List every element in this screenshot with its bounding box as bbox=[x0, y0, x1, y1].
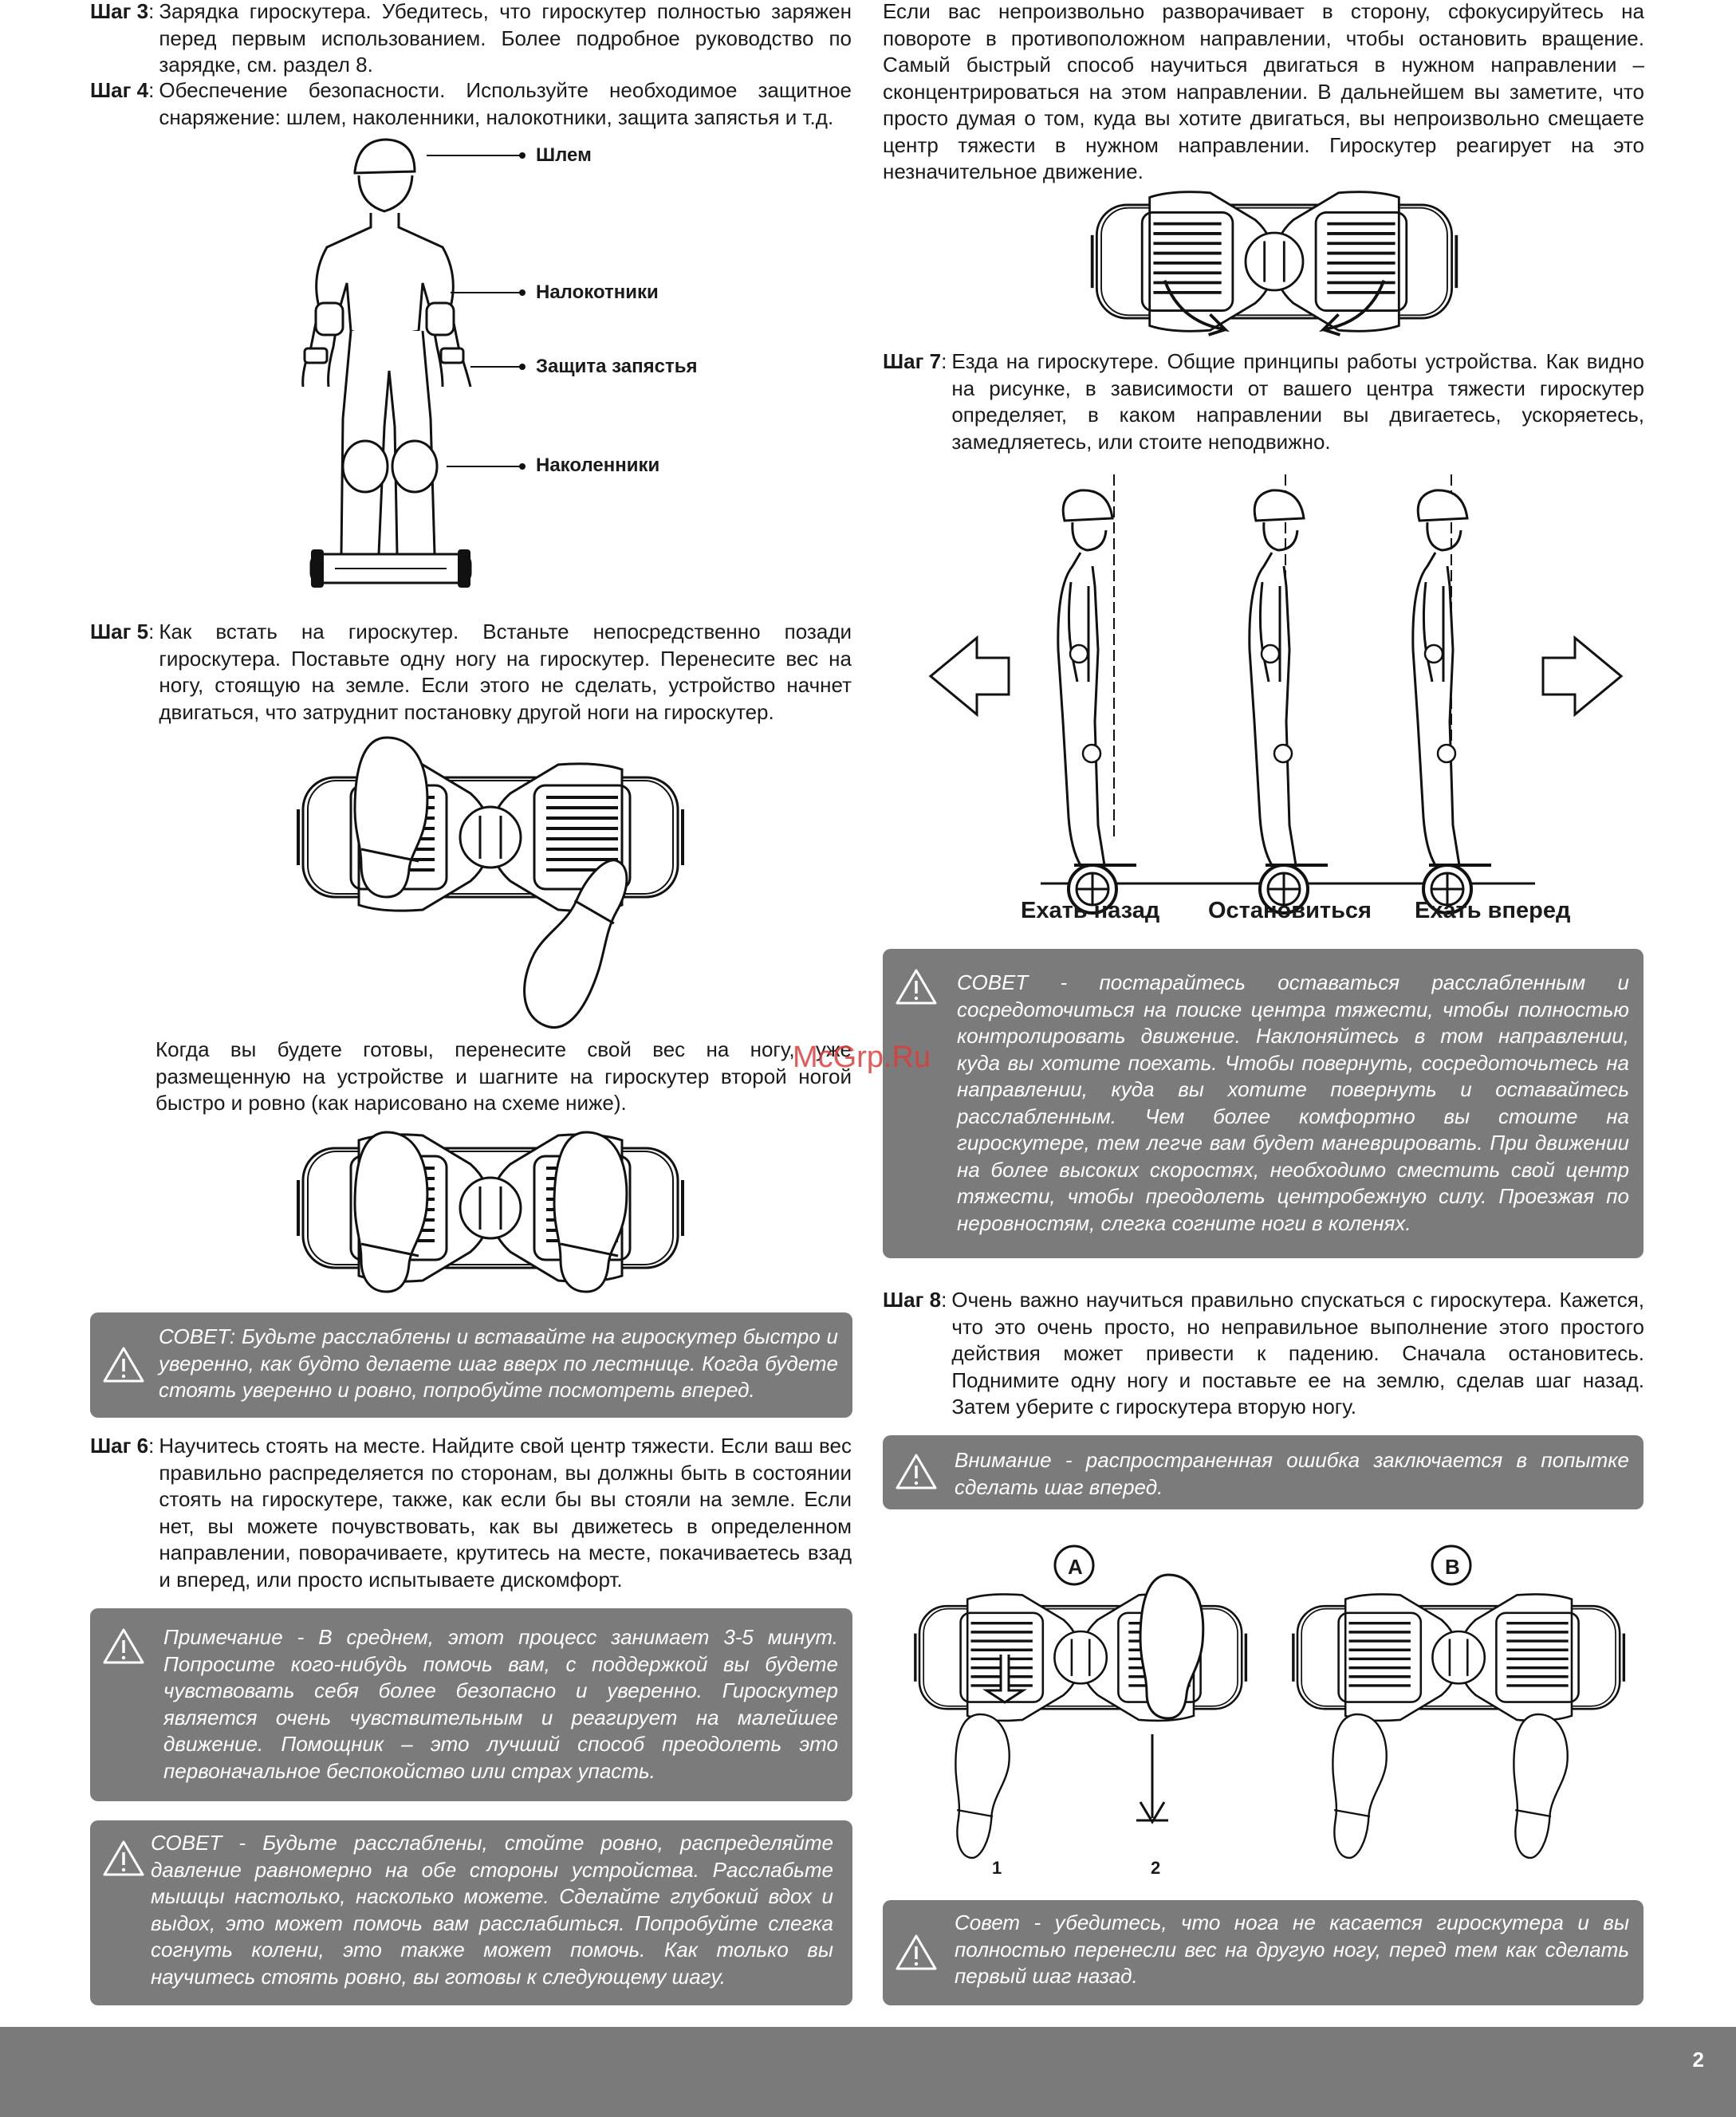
warning-icon bbox=[103, 1627, 144, 1664]
step-6 bbox=[90, 1433, 852, 1593]
step-5-label: Шаг 5 : bbox=[90, 619, 159, 726]
step-7 bbox=[883, 348, 1644, 455]
tip-2-text: СОВЕТ - Будьте расслаблены, стойте ровно, распределяйте давление равномерно на обе стороны устройства. Расслабьте мышцы настолько, насколько можете. Сделайте глубокий вдох и выдох, это может помочь вам расслабиться. Попробуйте слегка согнуть колени, это также может помочь. Как только вы научитесь стоять ровно, вы готовы к следующему шагу. bbox=[151, 1831, 833, 1989]
step-7-text: Езда на гироскутере. Общие принципы работы устройства. Как видно на рисунке, в зависимости от вашего центра тяжести гироскутер определяет, в каком направлении вы двигаетесь, ускоряетесь, замедляетесь, или стоите неподвижно. bbox=[951, 349, 1644, 454]
watermark: McGrp.Ru bbox=[793, 1041, 931, 1074]
diagram-label-b: B bbox=[1445, 1555, 1460, 1579]
protective-gear-figure bbox=[295, 140, 534, 602]
gear-label-elbow: Налокотники bbox=[536, 281, 659, 303]
warning-box bbox=[883, 1435, 1643, 1509]
step-4-label: Шаг 4 : bbox=[90, 77, 159, 131]
label-ride-back: Ехать назад bbox=[1021, 898, 1160, 923]
warning-icon bbox=[896, 968, 937, 1005]
step-3-text: Зарядка гироскутера. Убедитесь, что гироскутер полностью заряжен перед первым использованием. Более подробное руководство по зарядке, см. раздел 8. bbox=[159, 0, 852, 77]
step-7-label: Шаг 7 : bbox=[883, 348, 951, 455]
step-5-text: Как встать на гироскутер. Встаньте непосредственно позади гироскутера. Поставьте одну ногу на гироскутер. Перенесите вес на ногу, стоящую на земле. Если этого не сделать, устройство начнет двигаться, что затруднит постановку другой ноги на гироскутер. bbox=[159, 620, 852, 724]
board-one-foot-diagram bbox=[303, 738, 678, 1025]
step-3 bbox=[90, 0, 852, 79]
step-6-text: Научитесь стоять на месте. Найдите свой центр тяжести. Если ваш вес правильно распределяется по сторонам, вы должны быть в состоянии стоять на гироскутере, также, как если бы вы стояли на земле. Если нет, вы можете почувствовать, как вы движетесь в определенном направлении, поворачиваете, крутитесь на месте, покачиваетесь взад и вперед, или просто испытываете дискомфорт. bbox=[159, 1434, 852, 1592]
page-footer-bar bbox=[0, 2027, 1736, 2117]
note-1-text: Примечание - В среднем, этот процесс занимает 3-5 минут. Попросите кого-нибудь помочь вам, с поддержкой вы будете чувствовать себя более безопасно и уверенно. Гироскутер является очень чувствительным и реагирует на малейшее движение. Помощник – это лучший способ преодолеть это первоначальное беспокойство или страх упасть. bbox=[163, 1625, 838, 1783]
tip-box-1 bbox=[90, 1312, 852, 1418]
step-3-label: Шаг 3 : bbox=[90, 0, 159, 79]
warning-1-text: Внимание - распространенная ошибка заключается в попытке сделать шаг вперед. bbox=[955, 1448, 1629, 1499]
tip-box-3 bbox=[883, 949, 1643, 1258]
label-stop: Остановиться bbox=[1208, 898, 1372, 923]
tip-4-text: Совет - убедитесь, что нога не касается гироскутера и вы полностью перенесли вес на другую ногу, перед тем как сделать первый шаг назад. bbox=[955, 1910, 1629, 1988]
motion-direction-diagram bbox=[929, 474, 1623, 889]
board-two-feet-diagram bbox=[303, 1132, 678, 1292]
tip-3-text: СОВЕТ - постарайтесь оставаться расслабленным и сосредоточиться на поиске центра тяжести, чтобы полностью контролировать движение. Наклоняйтесь в том направлении, куда вы хотите поехать. Чтобы повернуть, сосредоточьтесь на направлении, куда вы хотите повернуть и оставайтесь расслабленным. Чем более комфортно вы стоите на гироскутере, тем легче вам будет маневрировать. При движении на более высоких скоростях, необходимо сместить свой центр тяжести, чтобы преодолеть центробежную силу. Проезжая по неровностям, слегка согните ноги в коленях. bbox=[957, 970, 1629, 1235]
step-6-continued-text: Если вас непроизвольно разворачивает в сторону, сфокусируйтесь на повороте в противоположном направлении, чтобы остановить вращение. Самый быстрый способ научиться двигаться в нужном направлении – сконцентрироваться на этом направлении. В дальнейшем вы заметите, что просто думая о том, куда вы хотите двигаться, вы непроизвольно смещаете центр тяжести в нужном направлении. Гироскутер реагирует на это незначительное движение. bbox=[883, 0, 1644, 183]
label-ride-forward: Ехать вперед bbox=[1415, 898, 1571, 923]
diagram-label-2: 2 bbox=[1151, 1858, 1161, 1878]
warning-icon bbox=[103, 1840, 144, 1876]
step-5-after-text: Когда вы будете готовы, перенесите свой вес на ногу, уже размещенную на устройстве и шагните на гироскутер второй ногой быстро и ровно (как нарисовано на схеме ниже). bbox=[155, 1037, 852, 1115]
step-4-text: Обеспечение безопасности. Используйте необходимое защитное снаряжение: шлем, наколенники, налокотники, защита запястья и т.д. bbox=[159, 78, 852, 129]
tip-box-4 bbox=[883, 1900, 1643, 2005]
step-8-text: Очень важно научиться правильно спускаться с гироскутера. Кажется, что это очень просто, но неправильное выполнение этого простого действия может привести к падению. Сначала остановитесь. Поднимите одну ногу и поставьте ее на землю, сделав шаг назад. Затем уберите с гироскутера вторую ногу. bbox=[951, 1288, 1644, 1419]
warning-icon bbox=[896, 1934, 937, 1970]
diagram-label-a: A bbox=[1068, 1555, 1083, 1579]
rotation-board-diagram bbox=[1091, 190, 1458, 333]
gear-label-knee: Наколенники bbox=[536, 454, 660, 476]
step-8 bbox=[883, 1287, 1644, 1421]
tip-box-2 bbox=[90, 1820, 852, 2005]
tip-1-text: СОВЕТ: Будьте расслаблены и вставайте на гироскутер быстро и уверенно, как будто делаете шаг вверх по лестнице. Когда будете стоять уверенно и ровно, попробуйте посмотреть вперед. bbox=[159, 1324, 838, 1402]
step-4 bbox=[90, 77, 852, 131]
page-number: 2 bbox=[1692, 2048, 1704, 2072]
step-8-label: Шаг 8 : bbox=[883, 1287, 951, 1421]
warning-icon bbox=[896, 1453, 937, 1489]
step-5 bbox=[90, 619, 852, 726]
warning-icon bbox=[103, 1346, 144, 1383]
dismount-diagram bbox=[913, 1543, 1623, 1886]
note-box bbox=[90, 1608, 852, 1801]
diagram-label-1: 1 bbox=[992, 1858, 1002, 1878]
gear-label-wrist: Защита запястья bbox=[536, 356, 698, 377]
gear-label-helmet: Шлем bbox=[536, 144, 592, 166]
step-6-label: Шаг 6 : bbox=[90, 1433, 159, 1593]
